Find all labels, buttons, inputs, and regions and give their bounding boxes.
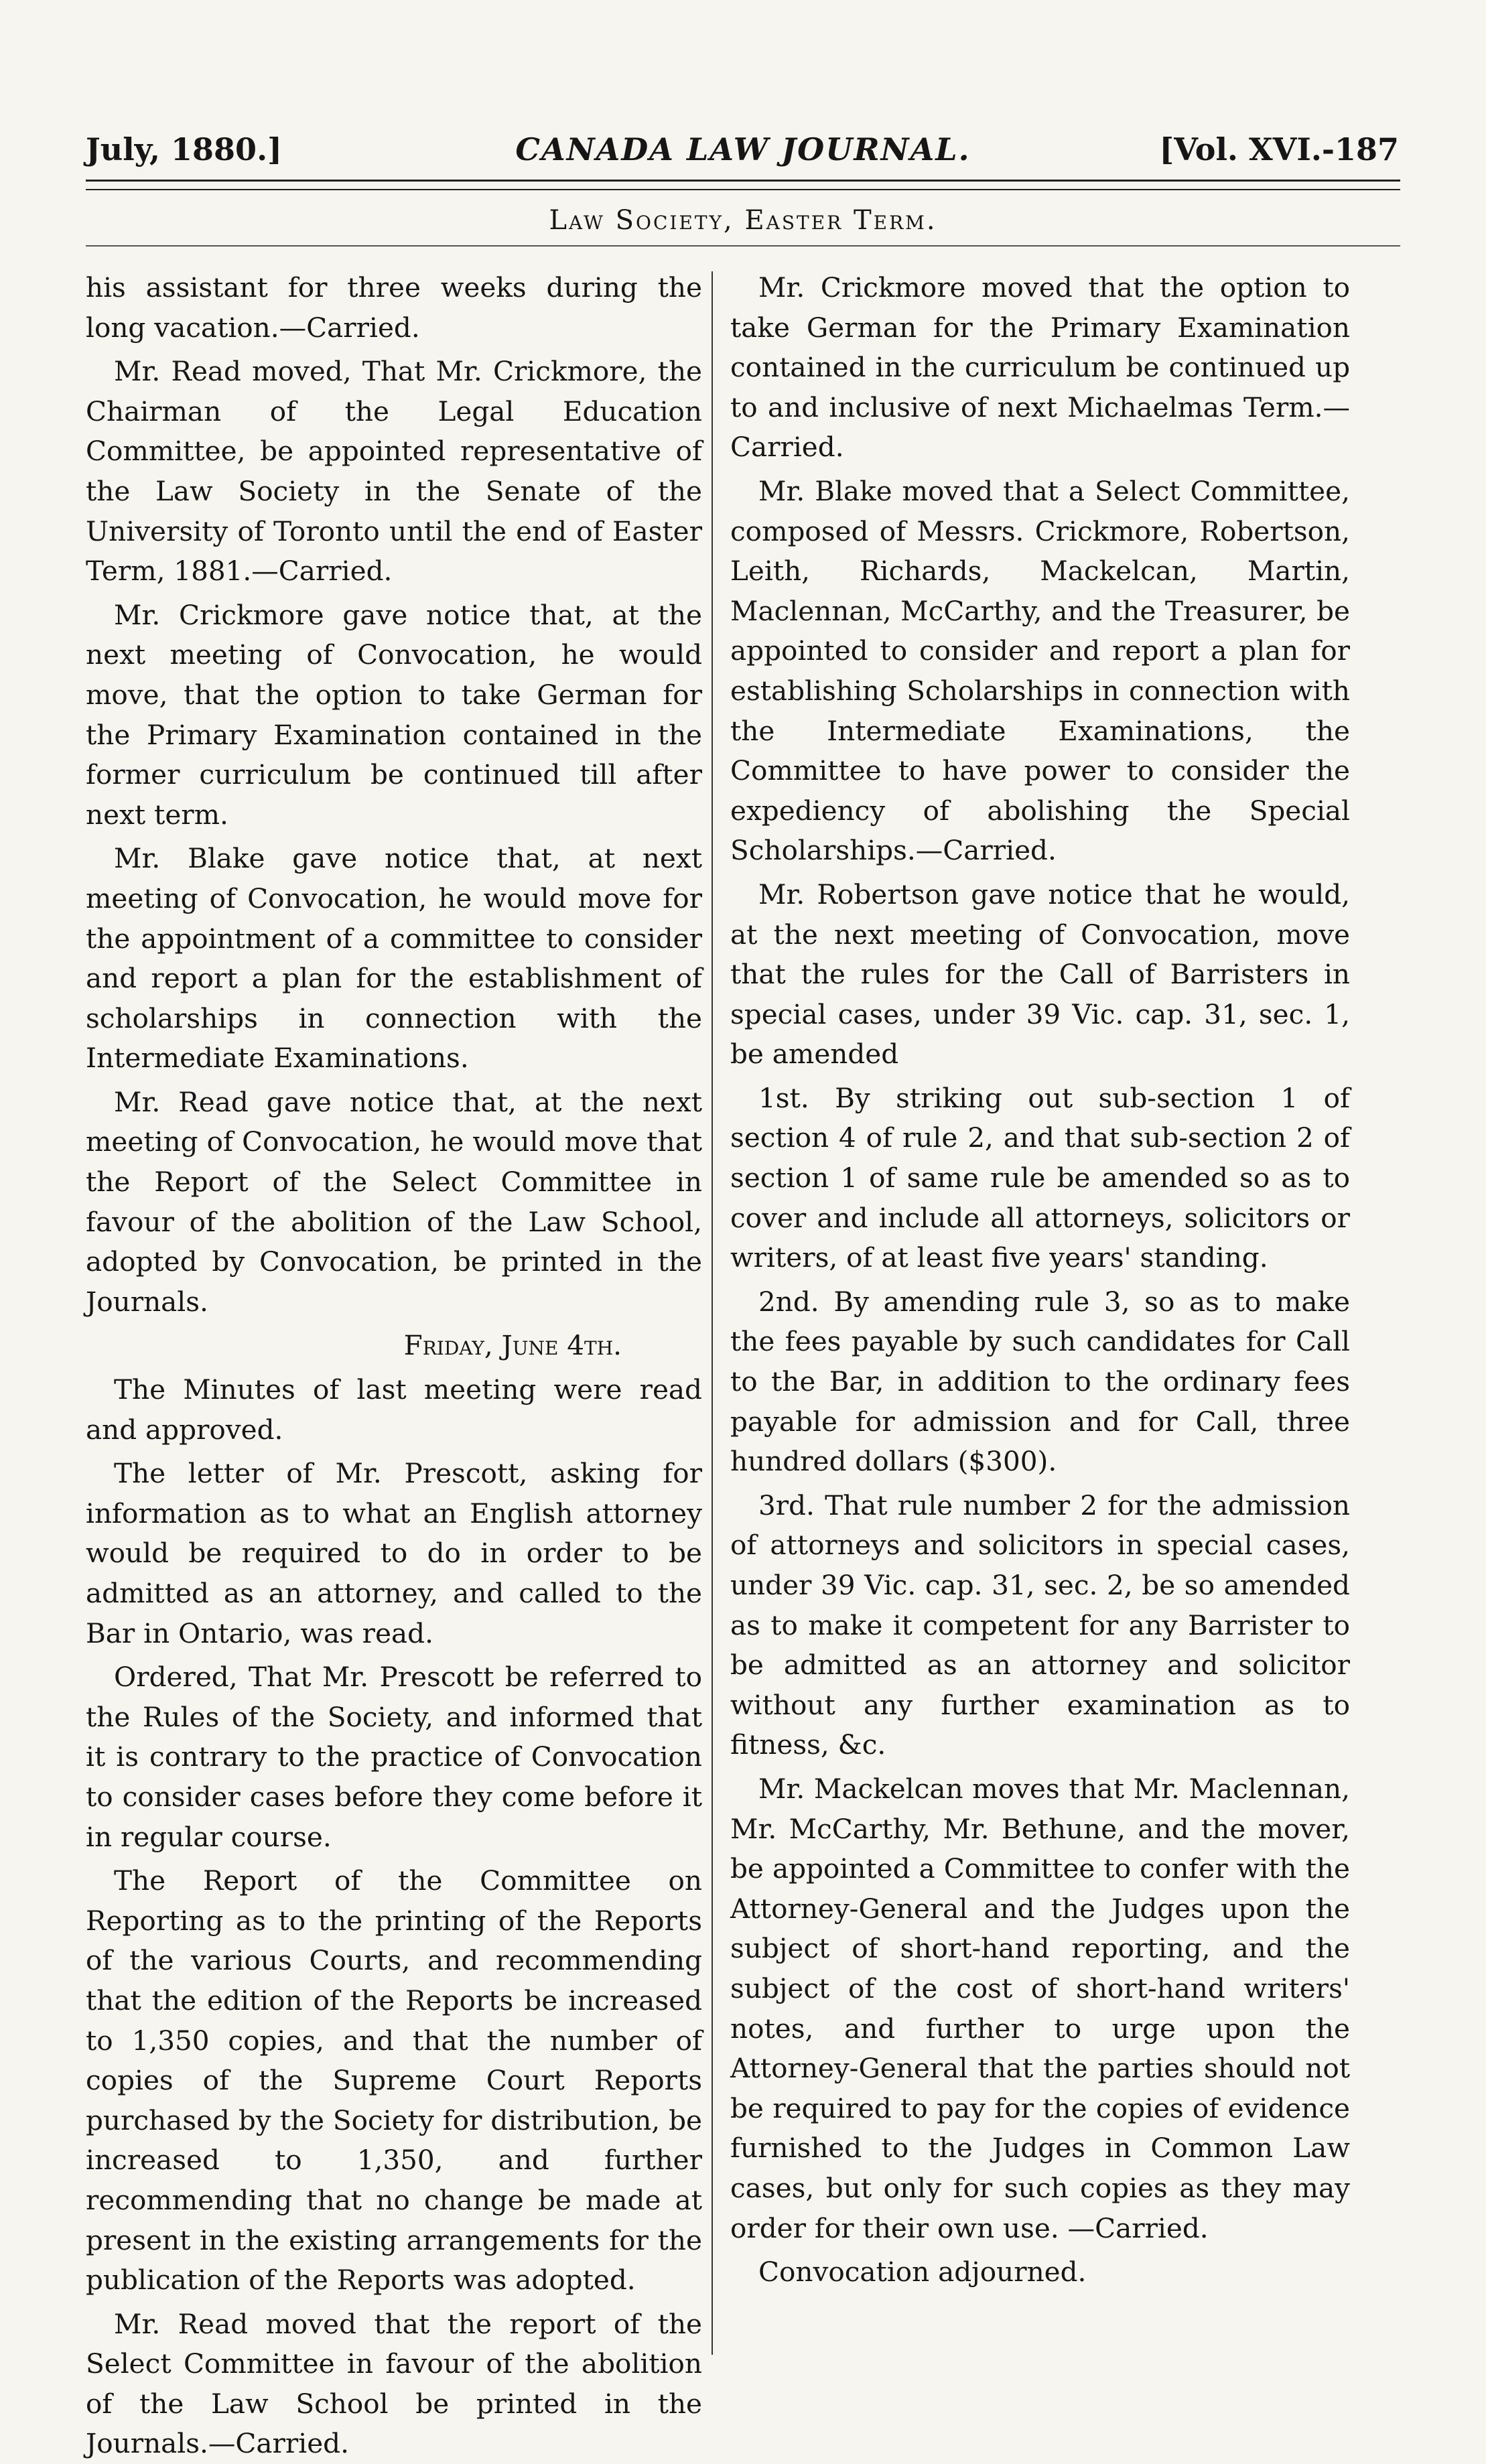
- paragraph: Mr. Crickmore moved that the option to take German for the Primary Examination contained in the curriculum be continued up to and inclusive of next Michaelmas Term.—Carried.: [730, 271, 1350, 464]
- running-header: [0, 131, 1486, 178]
- meeting-date: Friday, June 4th.: [403, 1329, 622, 1362]
- section-title: Law Society, Easter Term.: [549, 205, 937, 236]
- paragraph: Mr. Blake gave notice that, at next meeting of Convocation, he would move for the appointment of a committee to consider and report a plan for the establishment of scholarships in connection with the Intermediate Examinations.: [86, 842, 702, 1075]
- paragraph: 2nd. By amending rule 3, so as to make the fees payable by such candidates for Call to the Bar, in addition to the ordinary fees payable for admission and for Call, three hundred dollars ($300).: [730, 1285, 1350, 1478]
- paragraph: The letter of Mr. Prescott, asking for information as to what an English attorney would be required to do in order to be admitted as an attorney, and called to the Bar in Ontario, was read.: [86, 1457, 702, 1649]
- section-rule: [86, 245, 1400, 247]
- header-date: July, 1880.]: [86, 131, 282, 167]
- paragraph: Mr. Crickmore gave notice that, at the next meeting of Convocation, he would move, that the option to take German for the Primary Examination contained in the former curriculum be continued till after next term.: [86, 598, 702, 831]
- paragraph: Mr. Robertson gave notice that he would, at the next meeting of Convocation, move that the rules for the Call of Barristers in special cases, under 39 Vic. cap. 31, sec. 1, be amended: [730, 878, 1350, 1071]
- paragraph: Mr. Read moved that the report of the Select Committee in favour of the abolition of the Law School be printed in the Journals.—Carried.: [86, 2307, 702, 2460]
- paragraph: Convocation adjourned.: [758, 2256, 1087, 2288]
- paragraph: 1st. By striking out sub-section 1 of section 4 of rule 2, and that sub-section 2 of section 1 of same rule be amended so as to cover and include all attorneys, solicitors or writers, of at least five years' standing.: [730, 1081, 1350, 1274]
- paragraph: 3rd. That rule number 2 for the admission of attorneys and solicitors in special cases, under 39 Vic. cap. 31, sec. 2, be so amended as to make it competent for any Barrister to be admitted as an attorney and solicitor without any further examination as to fitness, &c.: [730, 1489, 1350, 1761]
- paragraph: Mr. Mackelcan moves that Mr. Maclennan, Mr. McCarthy, Mr. Bethune, and the mover, be appointed a Committee to confer with the Attorney-General and the Judges upon the subject of short-hand reporting, and the subject of the cost of short-hand writers' notes, and further to urge upon the Attorney-General that the parties should not be required to pay for the copies of evidence furnished to the Judges in Common Law cases, but only for such copies as they may order for their own use. —Carried.: [730, 1772, 1350, 2244]
- header-rule-thin: [86, 189, 1400, 190]
- paragraph: Mr. Read gave notice that, at the next meeting of Convocation, he would move that the Report of the Select Committee in favour of the abolition of the Law School, adopted by Convocation, be printed in the Journals.: [86, 1085, 702, 1318]
- right-column: [730, 268, 1350, 2292]
- header-volume-page: [Vol. XVI.-187: [1159, 131, 1399, 167]
- paragraph: Mr. Blake moved that a Select Committee, composed of Messrs. Crickmore, Robertson, Leith, Richards, Mackelcan, Martin, Maclennan, McCarthy, and the Treasurer, be appointed to consider and report a plan for establishing Scholarships in connection with the Intermediate Examinations, the Committee to have power to consider the expediency of abolishing the Special Scholarships.—Carried.: [730, 474, 1350, 867]
- paragraph: Mr. Read moved, That Mr. Crickmore, the Chairman of the Legal Education Committee, be appointed representative of the Law Society in the Senate of the University of Toronto until the end of Easter Term, 1881.—Carried.: [86, 355, 702, 588]
- column-divider: [712, 271, 713, 2355]
- paragraph: The Minutes of last meeting were read and approved.: [86, 1373, 702, 1446]
- paragraph: The Report of the Committee on Reporting as to the printing of the Reports of the various Courts, and recommending that the edition of the Reports be increased to 1,350 copies, and that the number of copies of the Supreme Court Reports purchased by the Society for distribution, be increased to 1,350, and further recommending that no change be made at present in the existing arrangements for the publication of the Reports was adopted.: [86, 1864, 702, 2297]
- header-journal-title: CANADA LAW JOURNAL.: [515, 131, 971, 167]
- paragraph: his assistant for three weeks during the long vacation.—Carried.: [86, 271, 702, 344]
- left-column: [86, 268, 702, 2464]
- header-rule-thick: [86, 180, 1400, 182]
- paragraph: Ordered, That Mr. Prescott be referred to the Rules of the Society, and informed that it is contrary to the practice of Convocation to consider cases before they come before it in regular course.: [86, 1661, 702, 1853]
